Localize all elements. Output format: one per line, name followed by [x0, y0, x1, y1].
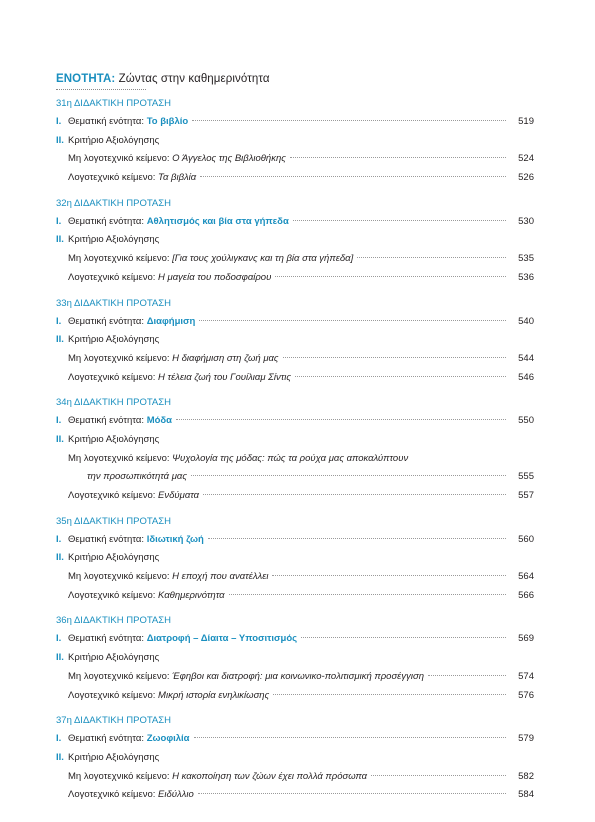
lesson-block [56, 711, 534, 805]
nonliterary-text-entry[interactable] [56, 250, 534, 269]
dot-leader [357, 257, 506, 258]
nonliterary-prefix: Μη λογοτεχνικό κείμενο: [68, 770, 173, 782]
literary-title: Η μαγεία του ποδοσφαίρου [158, 271, 272, 283]
literary-text-entry[interactable] [56, 269, 534, 288]
entry-text [68, 687, 269, 706]
roman-numeral: II. [56, 334, 64, 346]
thematic-prefix: Θεματική ενότητα: [68, 633, 147, 645]
thematic-unit-title: Μόδα [146, 415, 173, 427]
thematic-unit-title: Διατροφή – Δίαιτα – Υποσιτισμός [146, 633, 298, 645]
entry-text [68, 213, 289, 232]
nonliterary-title: Η διαφήμιση στη ζωή μας [172, 352, 279, 364]
nonliterary-text-entry[interactable] [56, 150, 534, 169]
entry-text [68, 549, 159, 568]
roman-numeral: II. [56, 433, 64, 445]
entry-text [68, 668, 424, 687]
lesson-title: 34η ΔΙΔΑΚΤΙΚΗ ΠΡΟΤΑΣΗ [56, 397, 172, 409]
dot-leader [290, 157, 506, 158]
dot-leader [275, 276, 506, 277]
dot-leader [176, 419, 506, 420]
page-number: 550 [518, 415, 534, 427]
dot-leader [371, 775, 506, 776]
criterion-entry[interactable] [56, 331, 534, 350]
entry-text [68, 531, 204, 550]
entry-text [68, 169, 196, 188]
dot-leader [192, 120, 506, 121]
nonliterary-text-entry[interactable] [56, 668, 534, 687]
nonliterary-text-entry[interactable] [56, 768, 534, 787]
nonliterary-text-entry[interactable] [56, 568, 534, 587]
nonliterary-title: Η εποχή που ανατέλλει [172, 571, 269, 583]
dot-leader [295, 376, 506, 377]
dot-leader [273, 694, 506, 695]
page-number: 569 [518, 633, 534, 645]
heading-rule [56, 89, 146, 90]
page-number: 519 [518, 116, 534, 127]
roman-numeral: I. [56, 415, 62, 427]
nonliterary-prefix: Μη λογοτεχνικό κείμενο: [68, 670, 173, 682]
lesson-title: 31η ΔΙΔΑΚΤΙΚΗ ΠΡΟΤΑΣΗ [56, 98, 172, 109]
thematic-prefix: Θεματική ενότητα: [68, 116, 147, 127]
entry-text [68, 786, 194, 805]
page-number: 535 [518, 253, 534, 265]
lesson-title: 32η ΔΙΔΑΚΤΙΚΗ ΠΡΟΤΑΣΗ [56, 197, 172, 209]
literary-prefix: Λογοτεχνικό κείμενο: [68, 271, 159, 283]
thematic-unit-title: Ζωοφιλία [146, 733, 190, 745]
dot-leader [283, 357, 506, 358]
entry-text [68, 132, 159, 151]
literary-title: Τα βιβλία [158, 172, 197, 184]
literary-text-entry[interactable] [56, 587, 534, 606]
section-heading [56, 73, 270, 85]
page-number: 576 [518, 689, 534, 701]
lesson-block [56, 393, 534, 505]
nonliterary-prefix: Μη λογοτεχνικό κείμενο: [68, 352, 173, 364]
entry-text [68, 369, 291, 388]
nonliterary-text-entry[interactable] [56, 450, 534, 469]
entry-text [68, 587, 225, 606]
thematic-unit-entry[interactable] [56, 730, 534, 749]
literary-text-entry[interactable] [56, 169, 534, 188]
lesson-block [56, 94, 534, 188]
page-number: 555 [518, 471, 534, 483]
page-number: 574 [518, 670, 534, 682]
literary-text-entry[interactable] [56, 487, 534, 506]
nonliterary-prefix: Μη λογοτεχνικό κείμενο: [68, 253, 173, 265]
lesson-block [56, 611, 534, 705]
entry-text [68, 431, 159, 450]
thematic-unit-entry[interactable] [56, 313, 534, 332]
page-number: 524 [518, 153, 534, 165]
literary-text-entry[interactable] [56, 687, 534, 706]
lesson-title: 35η ΔΙΔΑΚΤΙΚΗ ΠΡΟΤΑΣΗ [56, 515, 172, 527]
thematic-unit-entry[interactable] [56, 630, 534, 649]
lesson-title: 33η ΔΙΔΑΚΤΙΚΗ ΠΡΟΤΑΣΗ [56, 297, 172, 309]
entry-text [68, 768, 367, 787]
entry-text [68, 250, 353, 269]
roman-numeral: II. [56, 134, 64, 146]
literary-prefix: Λογοτεχνικό κείμενο: [68, 371, 159, 383]
entry-text [87, 468, 187, 487]
thematic-prefix: Θεματική ενότητα: [68, 415, 147, 427]
entry-text [68, 269, 271, 288]
criterion-label: Κριτήριο Αξιολόγησης [68, 751, 160, 763]
literary-title: Καθημερινότητα [158, 589, 225, 601]
entry-text [68, 568, 268, 587]
page-number: 582 [518, 770, 534, 782]
criterion-entry[interactable] [56, 549, 534, 568]
page-number: 526 [518, 172, 534, 184]
nonliterary-title: Έφηβοι και διατροφή: μια κοινωνικο-πολιτισμική προσέγγιση [172, 670, 424, 682]
nonliterary-prefix: Μη λογοτεχνικό κείμενο: [68, 153, 173, 165]
literary-title: Μικρή ιστορία ενηλικίωσης [158, 689, 270, 701]
criterion-label: Κριτήριο Αξιολόγησης [68, 334, 160, 346]
dot-leader [208, 538, 506, 539]
entry-text [68, 331, 159, 350]
lesson-list [56, 94, 534, 811]
literary-text-entry[interactable] [56, 786, 534, 805]
dot-leader [194, 737, 506, 738]
thematic-unit-title: Το βιβλίο [146, 116, 189, 127]
roman-numeral: II. [56, 751, 64, 763]
page-number: 584 [518, 789, 534, 801]
dot-leader [428, 675, 506, 676]
criterion-entry[interactable] [56, 431, 534, 450]
page-number: 546 [518, 371, 534, 383]
page-number: 544 [518, 352, 534, 364]
roman-numeral: II. [56, 234, 64, 246]
lesson-title: 36η ΔΙΔΑΚΤΙΚΗ ΠΡΟΤΑΣΗ [56, 615, 172, 627]
roman-numeral: I. [56, 116, 62, 127]
page-number: 560 [518, 533, 534, 545]
lesson-block [56, 194, 534, 288]
entry-text [68, 730, 190, 749]
nonliterary-text-continuation[interactable] [56, 468, 534, 487]
thematic-unit-title: Αθλητισμός και βία στα γήπεδα [146, 215, 289, 227]
entry-text [68, 150, 286, 169]
literary-prefix: Λογοτεχνικό κείμενο: [68, 172, 159, 184]
thematic-unit-title: Διαφήμιση [146, 315, 196, 327]
literary-prefix: Λογοτεχνικό κείμενο: [68, 789, 159, 801]
nonliterary-title: Ο Άγγελος της Βιβλιοθήκης [172, 153, 286, 165]
section-title: Ζώντας στην καθημερινότητα [118, 73, 270, 85]
literary-text-entry[interactable] [56, 369, 534, 388]
nonliterary-prefix: Μη λογοτεχνικό κείμενο: [68, 452, 173, 464]
page-number: 566 [518, 589, 534, 601]
nonliterary-prefix: Μη λογοτεχνικό κείμενο: [68, 571, 173, 583]
criterion-label: Κριτήριο Αξιολόγησης [68, 134, 160, 146]
nonliterary-title: Ψυχολογία της μόδας: πώς τα ρούχα μας αποκαλύπτουν [172, 452, 409, 464]
page-number: 557 [518, 490, 534, 501]
dot-leader [200, 176, 506, 177]
criterion-entry[interactable] [56, 649, 534, 668]
criterion-label: Κριτήριο Αξιολόγησης [68, 552, 160, 564]
thematic-unit-entry[interactable] [56, 531, 534, 550]
literary-title: Ενδύματα [158, 490, 200, 501]
nonliterary-title-cont: την προσωπικότητά μας [87, 471, 187, 483]
thematic-unit-entry[interactable] [56, 113, 534, 132]
dot-leader [199, 320, 506, 321]
page-number: 530 [518, 215, 534, 227]
entry-text [68, 487, 199, 506]
roman-numeral: I. [56, 733, 62, 745]
page-number: 579 [518, 733, 534, 745]
literary-title: Η τέλεια ζωή του Γουίλιαμ Σίντις [158, 371, 292, 383]
entry-text [68, 630, 297, 649]
lesson-title: 37η ΔΙΔΑΚΤΙΚΗ ΠΡΟΤΑΣΗ [56, 715, 172, 727]
literary-prefix: Λογοτεχνικό κείμενο: [68, 589, 159, 601]
section-label: ΕΝΟΤΗΤΑ: [56, 73, 116, 85]
roman-numeral: II. [56, 552, 64, 564]
literary-title: Ειδύλλιο [158, 789, 194, 801]
entry-text [68, 313, 195, 332]
page-number: 540 [518, 315, 534, 327]
roman-numeral: I. [56, 633, 62, 645]
entry-text [68, 649, 159, 668]
thematic-unit-entry[interactable] [56, 412, 534, 431]
page-number: 564 [518, 571, 534, 583]
thematic-prefix: Θεματική ενότητα: [68, 315, 147, 327]
entry-text [68, 450, 408, 469]
page-number: 536 [518, 271, 534, 283]
thematic-unit-entry[interactable] [56, 213, 534, 232]
literary-prefix: Λογοτεχνικό κείμενο: [68, 490, 159, 501]
roman-numeral: I. [56, 215, 62, 227]
nonliterary-title: [Για τους χούλιγκανς και τη βία στα γήπεδα] [172, 253, 354, 265]
thematic-prefix: Θεματική ενότητα: [68, 215, 147, 227]
dot-leader [191, 475, 506, 476]
criterion-entry[interactable] [56, 132, 534, 151]
thematic-unit-title: Ιδιωτική ζωή [146, 533, 204, 545]
nonliterary-text-entry[interactable] [56, 350, 534, 369]
lesson-block [56, 294, 534, 388]
nonliterary-title: Η κακοποίηση των ζώων έχει πολλά πρόσωπα [172, 770, 368, 782]
criterion-label: Κριτήριο Αξιολόγησης [68, 652, 160, 664]
dot-leader [198, 793, 506, 794]
literary-prefix: Λογοτεχνικό κείμενο: [68, 689, 159, 701]
criterion-entry[interactable] [56, 231, 534, 250]
roman-numeral: II. [56, 652, 64, 664]
entry-text [68, 113, 188, 132]
entry-text [68, 412, 172, 431]
thematic-prefix: Θεματική ενότητα: [68, 533, 147, 545]
lesson-block [56, 512, 534, 606]
criterion-entry[interactable] [56, 749, 534, 768]
entry-text [68, 749, 159, 768]
thematic-prefix: Θεματική ενότητα: [68, 733, 147, 745]
roman-numeral: I. [56, 533, 62, 545]
criterion-label: Κριτήριο Αξιολόγησης [68, 433, 160, 445]
dot-leader [203, 494, 506, 495]
entry-text [68, 231, 159, 250]
criterion-label: Κριτήριο Αξιολόγησης [68, 234, 160, 246]
entry-text [68, 350, 279, 369]
dot-leader [272, 575, 506, 576]
dot-leader [293, 220, 506, 221]
dot-leader [229, 594, 506, 595]
dot-leader [301, 637, 506, 638]
roman-numeral: I. [56, 315, 62, 327]
